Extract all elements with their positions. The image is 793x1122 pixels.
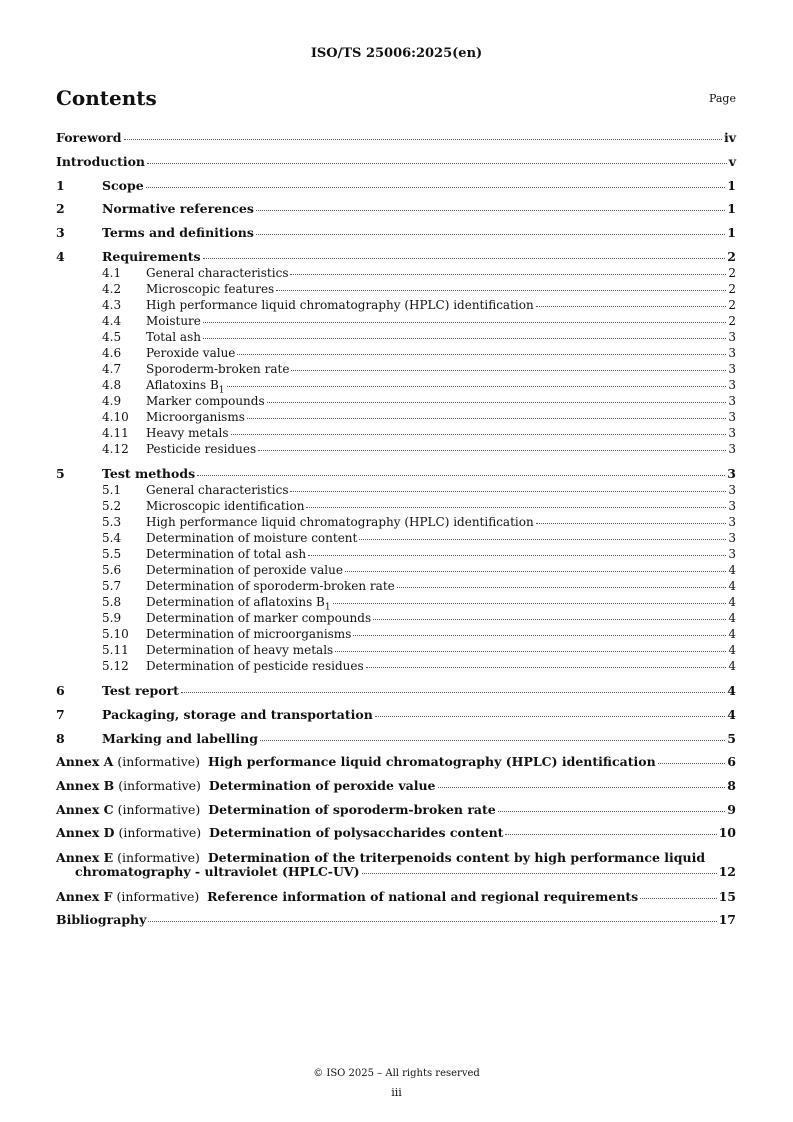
toc-entry-title: Microscopic identification <box>146 499 305 513</box>
toc-leader <box>290 273 726 275</box>
annex-e-line-2 <box>56 865 736 879</box>
toc-entry-page: 2 <box>728 298 736 312</box>
toc-entry-number: 4.4 <box>102 314 122 328</box>
toc-entry-foreword[interactable] <box>56 131 736 145</box>
toc-entry-5-4[interactable] <box>56 531 736 545</box>
toc-leader <box>308 554 726 556</box>
annex-note: (informative) <box>117 802 201 817</box>
annex-note: (informative) <box>116 889 200 904</box>
toc-entry-page: 4 <box>728 563 736 577</box>
toc-leader <box>247 417 726 419</box>
toc-entry-number: 4.3 <box>102 298 122 312</box>
toc-entry-number: 5.12 <box>102 659 129 673</box>
toc-leader <box>231 433 727 435</box>
toc-leader <box>267 401 727 403</box>
toc-entry-title: Requirements <box>102 249 201 264</box>
toc-entry-number: 5.2 <box>102 499 122 513</box>
toc-leader <box>359 538 726 540</box>
toc-entry-title: Determination of sporoderm-broken rate <box>146 579 395 593</box>
toc-entry-page: 1 <box>727 201 736 216</box>
toc-entry-page: 4 <box>728 643 736 657</box>
toc-entry-title: High performance liquid chromatography (HPLC) identification <box>208 754 656 769</box>
toc-entry-annex-e[interactable] <box>56 851 736 879</box>
toc-leader <box>124 138 722 140</box>
toc-entry-title: Determination of microorganisms <box>146 627 352 641</box>
toc-entry-4-6[interactable] <box>56 346 736 360</box>
toc-entry-number: 4.6 <box>102 346 122 360</box>
page-title: Contents <box>56 86 157 110</box>
toc-entry-page: 3 <box>728 547 736 561</box>
annex-note: (informative) <box>117 850 200 865</box>
toc-entry-title: Introduction <box>56 154 146 169</box>
toc-entry-annex-f[interactable] <box>56 890 736 904</box>
toc-entry-number: 5.3 <box>102 515 122 529</box>
toc-entry-title: Marker compounds <box>146 394 265 408</box>
annex-label: Annex C <box>56 802 114 817</box>
toc-entry-page: 3 <box>728 442 736 456</box>
toc-entry-title: Scope <box>102 178 144 193</box>
toc-entry-page: iv <box>723 130 736 145</box>
toc-entry-title: Determination of polysaccharides content <box>209 825 504 840</box>
toc-entry-page: 4 <box>728 627 736 641</box>
annex-label: Annex D <box>56 825 115 840</box>
toc-entry-number: 2 <box>56 201 65 216</box>
toc-entry-number: 7 <box>56 707 65 722</box>
toc-entry-number: 4.8 <box>102 378 122 392</box>
toc-entry-page: 3 <box>728 483 736 497</box>
toc-entry-annex-d[interactable] <box>56 826 736 840</box>
toc-entry-4-5[interactable] <box>56 330 736 344</box>
toc-entry-normative-references[interactable] <box>56 202 736 216</box>
toc-entry-page: 4 <box>727 707 736 722</box>
toc-entry-number: 5.1 <box>102 483 122 497</box>
toc-entry-page: 4 <box>727 683 736 698</box>
toc-entry-page: 3 <box>728 346 736 360</box>
toc-entry-4-9[interactable] <box>56 394 736 408</box>
toc-entry-title: Foreword <box>56 130 122 145</box>
annex-note: (informative) <box>118 825 202 840</box>
toc-entry-title: High performance liquid chromatography (HPLC) identification <box>146 298 534 312</box>
toc-leader <box>256 233 725 235</box>
toc-entry-page: 3 <box>728 394 736 408</box>
annex-label: Annex B <box>56 778 115 793</box>
annex-label: Annex E <box>56 850 114 865</box>
toc-entry-page: 4 <box>728 579 736 593</box>
toc-leader <box>227 385 727 387</box>
subscript: 1 <box>324 602 331 613</box>
toc-leader <box>146 186 726 188</box>
toc-entry-annex-b[interactable] <box>56 779 736 793</box>
toc-entry-number: 4.10 <box>102 410 129 424</box>
toc-entry-page: 4 <box>728 595 736 609</box>
toc-entry-5-10[interactable] <box>56 627 736 641</box>
toc-entry-title: Peroxide value <box>146 346 236 360</box>
toc-leader <box>256 209 725 211</box>
toc-leader <box>640 897 716 899</box>
toc-entry-number: 1 <box>56 178 65 193</box>
toc-entry-4-3[interactable] <box>56 298 736 312</box>
toc-entry-title: Pesticide residues <box>146 442 257 456</box>
toc-entry-number: 4.5 <box>102 330 122 344</box>
toc-entry-title: Test report <box>102 683 179 698</box>
toc-entry-page: 2 <box>727 249 736 264</box>
toc-entry-title: Packaging, storage and transportation <box>102 707 373 722</box>
toc-entry-title: Marking and labelling <box>102 731 259 746</box>
toc-entry-test-methods[interactable] <box>56 467 736 481</box>
toc-entry-title: Sporoderm-broken rate <box>146 362 290 376</box>
toc-entry-number: 5 <box>56 466 65 481</box>
toc-entry-introduction[interactable] <box>56 155 736 169</box>
toc-leader <box>237 353 726 355</box>
toc-entry-page: 2 <box>728 282 736 296</box>
toc-entry-title: Determination of total ash <box>146 547 307 561</box>
toc-entry-title: Moisture <box>146 314 201 328</box>
toc-entry-title: Determination of pesticide residues <box>146 659 364 673</box>
toc-entry-4-7[interactable] <box>56 362 736 376</box>
toc-entry-page: v <box>728 154 736 169</box>
toc-leader <box>258 449 726 451</box>
toc-leader <box>345 570 726 572</box>
toc-entry-number: 5.6 <box>102 563 122 577</box>
toc-entry-4-12[interactable] <box>56 442 736 456</box>
toc-entry-title: Heavy metals <box>146 426 229 440</box>
toc-entry-page: 1 <box>727 178 736 193</box>
toc-leader <box>197 474 725 476</box>
toc-leader <box>373 618 726 620</box>
toc-entry-number: 4.7 <box>102 362 122 376</box>
annex-label: Annex A <box>56 754 114 769</box>
annex-e-line-1 <box>56 851 736 865</box>
toc-entry-title: Bibliography <box>56 912 147 927</box>
toc-entry-title: General characteristics <box>146 266 289 280</box>
toc-leader <box>335 650 726 652</box>
annex-label: Annex F <box>56 889 113 904</box>
toc-entry-page: 6 <box>727 754 736 769</box>
toc-entry-title: Terms and definitions <box>102 225 254 240</box>
toc-entry-page: 3 <box>727 466 736 481</box>
toc-entry-5-5[interactable] <box>56 547 736 561</box>
toc-entry-bibliography[interactable] <box>56 913 736 927</box>
toc-entry-number: 6 <box>56 683 65 698</box>
toc-entry-title: General characteristics <box>146 483 289 497</box>
toc-entry-page: 3 <box>728 426 736 440</box>
toc-entry-annex-c[interactable] <box>56 803 736 817</box>
toc-entry-4-10[interactable] <box>56 410 736 424</box>
toc-entry-title: Total ash <box>146 330 201 344</box>
toc-leader <box>333 602 727 604</box>
toc-entry-page: 3 <box>728 531 736 545</box>
toc-entry-test-report[interactable] <box>56 684 736 698</box>
toc-entry-title: Determination of moisture content <box>146 531 358 545</box>
toc-entry-number: 5.11 <box>102 643 129 657</box>
toc-leader <box>366 666 727 668</box>
toc-entry-title: Determination of peroxide value <box>146 563 343 577</box>
toc-entry-page: 17 <box>718 912 736 927</box>
toc-entry-title: Normative references <box>102 201 254 216</box>
toc-entry-title: Reference information of national and regional requirements <box>207 889 639 904</box>
toc-entry-number: 8 <box>56 731 65 746</box>
toc-entry-page: 3 <box>728 499 736 513</box>
toc-entry-number: 5.4 <box>102 531 122 545</box>
toc-entry-title: Microscopic features <box>146 282 275 296</box>
toc-entry-page: 3 <box>728 330 736 344</box>
toc-entry-4-1[interactable] <box>56 266 736 280</box>
toc-leader <box>362 873 717 874</box>
toc-entry-page: 15 <box>718 889 736 904</box>
toc-entry-page: 2 <box>728 266 736 280</box>
toc-entry-terms-definitions[interactable] <box>56 226 736 240</box>
toc-leader <box>147 162 727 164</box>
toc-entry-page: 3 <box>728 362 736 376</box>
toc-entry-5-9[interactable] <box>56 611 736 625</box>
toc-entry-marking[interactable] <box>56 732 736 746</box>
annex-note: (informative) <box>117 754 201 769</box>
toc-entry-4-4[interactable] <box>56 314 736 328</box>
toc-entry-number: 4.1 <box>102 266 122 280</box>
toc-leader <box>658 762 726 764</box>
toc-leader <box>498 810 726 812</box>
toc-entry-title: Microorganisms <box>146 410 245 424</box>
toc-entry-page: 9 <box>727 802 736 817</box>
toc-entry-page: 4 <box>728 611 736 625</box>
toc-entry-title-text: Aflatoxins B <box>146 378 219 392</box>
toc-entry-title-line-2: chromatography - ultraviolet (HPLC-UV) <box>75 864 360 879</box>
toc-entry-title: Determination of heavy metals <box>146 643 334 657</box>
toc-entry-title: Determination of sporoderm-broken rate <box>208 802 496 817</box>
document-id: ISO/TS 25006:2025(en) <box>310 46 483 61</box>
toc-entry-number: 5.8 <box>102 595 122 609</box>
toc-entry-number: 4.11 <box>102 426 129 440</box>
toc-leader <box>260 739 725 741</box>
copyright-notice: © ISO 2025 – All rights reserved <box>313 1068 480 1079</box>
toc-entry-4-11[interactable] <box>56 426 736 440</box>
toc-leader <box>306 506 726 508</box>
toc-entry-number: 4.9 <box>102 394 122 408</box>
toc-entry-title-text: Determination of aflatoxins B <box>146 595 325 609</box>
toc-entry-5-11[interactable] <box>56 643 736 657</box>
toc-entry-number: 4.2 <box>102 282 122 296</box>
toc-entry-4-2[interactable] <box>56 282 736 296</box>
toc-leader <box>291 369 726 371</box>
toc-leader <box>375 715 726 717</box>
toc-entry-title-line-1: Determination of the triterpenoids content by high performance liquid <box>207 850 706 865</box>
toc-entry-5-7[interactable] <box>56 579 736 593</box>
toc-leader <box>203 321 726 323</box>
toc-leader <box>203 257 726 259</box>
toc-entry-page: 1 <box>727 225 736 240</box>
subscript: 1 <box>218 385 225 396</box>
toc-entry-page: 10 <box>718 825 736 840</box>
toc-leader <box>290 490 726 492</box>
toc-entry-annex-a[interactable] <box>56 755 736 769</box>
toc-entry-page: 3 <box>728 515 736 529</box>
toc-entry-page: 4 <box>728 659 736 673</box>
toc-entry-title: Test methods <box>102 466 196 481</box>
toc-entry-page: 8 <box>727 778 736 793</box>
toc-entry-scope[interactable] <box>56 179 736 193</box>
toc-entry-number: 4.12 <box>102 442 129 456</box>
toc-entry-number: 3 <box>56 225 65 240</box>
toc-entry-number: 5.9 <box>102 611 122 625</box>
toc-entry-5-1[interactable] <box>56 483 736 497</box>
toc-entry-page: 3 <box>728 410 736 424</box>
toc-entry-page: 2 <box>728 314 736 328</box>
toc-leader <box>148 920 716 922</box>
annex-note: (informative) <box>118 778 201 793</box>
toc-leader <box>536 522 727 524</box>
toc-leader <box>203 337 726 339</box>
toc-entry-number: 5.7 <box>102 579 122 593</box>
page-number: iii <box>391 1086 402 1099</box>
page-column-label: Page <box>708 92 736 105</box>
toc-leader <box>181 691 725 693</box>
toc-leader <box>438 786 726 788</box>
toc-leader <box>353 634 726 636</box>
toc-entry-number: 4 <box>56 249 65 264</box>
toc-leader <box>276 289 726 291</box>
toc-entry-5-3[interactable] <box>56 515 736 529</box>
toc-entry-page: 5 <box>727 731 736 746</box>
toc-entry-packaging[interactable] <box>56 708 736 722</box>
toc-entry-requirements[interactable] <box>56 250 736 264</box>
toc-entry-5-2[interactable] <box>56 499 736 513</box>
toc-entry-page: 3 <box>728 378 736 392</box>
toc-leader <box>536 305 727 307</box>
toc-entry-page: 12 <box>718 864 736 879</box>
toc-entry-title: Determination of marker compounds <box>146 611 372 625</box>
toc-leader <box>505 833 716 835</box>
toc-leader <box>397 586 727 588</box>
toc-entry-number: 5.5 <box>102 547 122 561</box>
toc-entry-title: Determination of peroxide value <box>208 778 436 793</box>
toc-entry-5-12[interactable] <box>56 659 736 673</box>
toc-entry-5-6[interactable] <box>56 563 736 577</box>
toc-entry-title: High performance liquid chromatography (HPLC) identification <box>146 515 534 529</box>
toc-entry-number: 5.10 <box>102 627 129 641</box>
